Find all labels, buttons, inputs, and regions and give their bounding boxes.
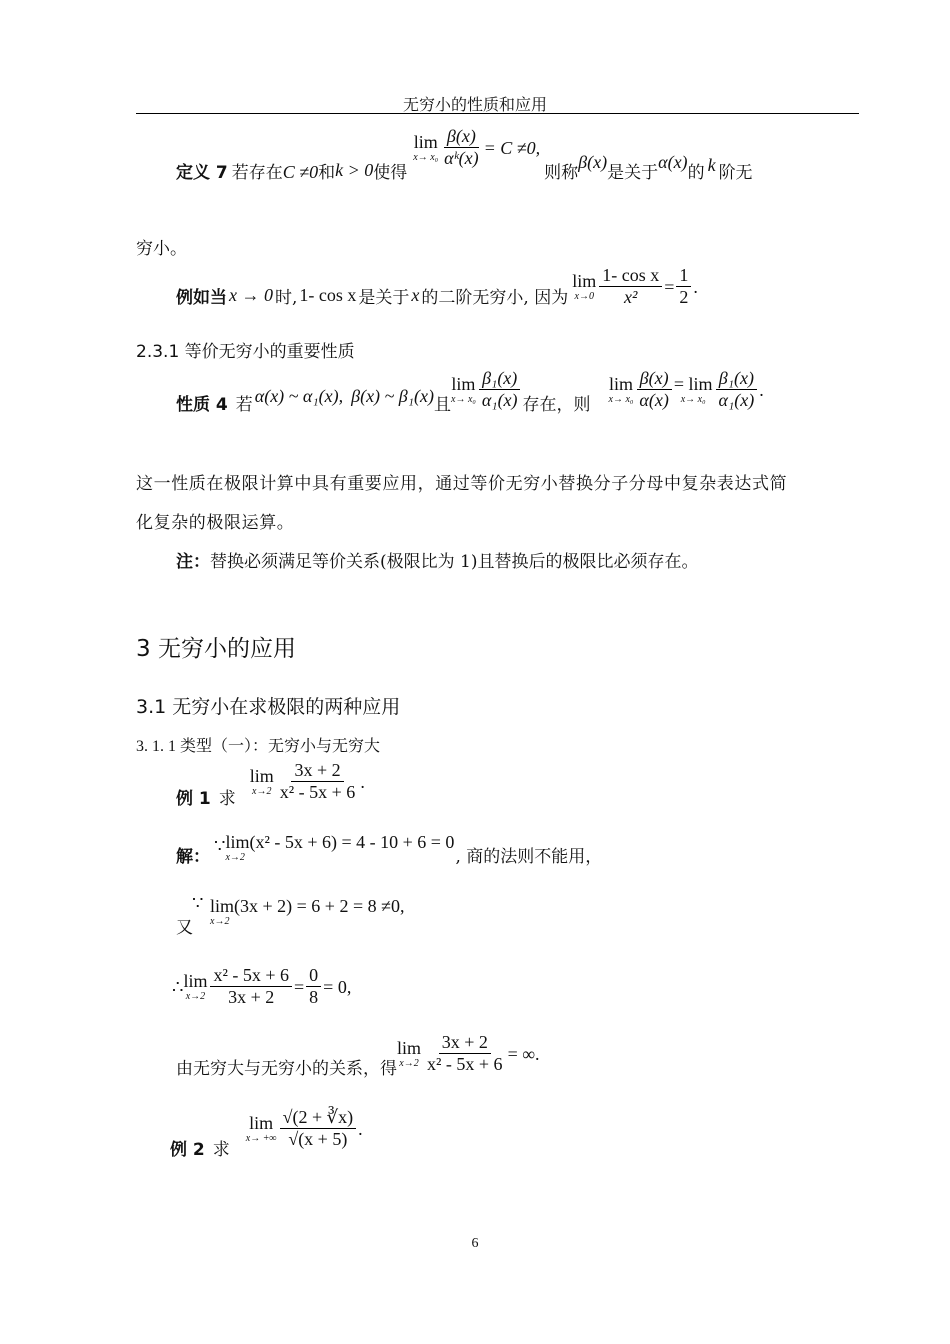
- lim-subscript: x→ x₀: [680, 394, 706, 405]
- relation-beta: β(x) ~ β₁(x): [351, 385, 434, 406]
- solution-text-2: 由无穷大与无穷小的关系，得: [176, 1058, 397, 1079]
- section-heading-3: 3 无穷小的应用: [136, 636, 296, 662]
- again-text: 又: [176, 918, 193, 938]
- equals-sign: =: [664, 276, 675, 297]
- definition-text-2: 和: [318, 162, 336, 183]
- lim-subscript: x→2: [185, 991, 206, 1002]
- note: [176, 547, 698, 572]
- property-text-1: 若: [235, 394, 253, 415]
- definition-text-8: 穷小。: [136, 239, 187, 259]
- property-limit-1: lim x→ x₀ $\frac{\text{β₁(x)}}{\text{α₁(x)}}$: [451, 368, 523, 411]
- lim-subscript: x→ x₀: [451, 394, 476, 405]
- lim-subscript: x→ x₀: [608, 394, 634, 405]
- example-2-label: 例 2: [170, 1139, 205, 1160]
- frac-denominator: x²: [624, 287, 638, 308]
- frac-denominator: α₁(x): [718, 390, 755, 411]
- example-1-text: 求: [218, 788, 236, 809]
- lim-subscript: x→2: [225, 852, 245, 863]
- frac-denominator: 3x + 2: [228, 987, 275, 1008]
- period: .: [358, 1118, 363, 1139]
- limit-expression-1: lim(x² - 5x + 6) = 4 - 10 + 6 = 0: [225, 832, 455, 852]
- property-4: [176, 368, 764, 432]
- solution-line-3: ∴ lim x→2 $\frac{\text{x² - 5x + 6}}{3x + 2}$ = $\frac{0}{8}$ = 0,: [172, 965, 352, 1008]
- definition-text-7: 阶无: [718, 162, 753, 183]
- example-2-text: 求: [212, 1139, 230, 1160]
- x-to-zero: x → 0: [229, 284, 273, 305]
- alpha-x: α(x): [658, 151, 688, 172]
- lim-subscript: x→2: [399, 1058, 419, 1069]
- solution-formula-2: [210, 897, 404, 927]
- definition-text-3: 使得: [373, 162, 408, 183]
- section-heading-2-3-1: 2.3.1 等价无穷小的重要性质: [136, 342, 355, 362]
- variable-x: x: [411, 284, 420, 305]
- definition-text-4: 则称: [544, 162, 579, 183]
- solution-line-1: [176, 834, 602, 874]
- section-heading-3-1: 3.1 无穷小在求极限的两种应用: [136, 696, 401, 718]
- because-symbol-2: ∵: [192, 893, 204, 913]
- frac-denominator: x² - 5x + 6: [427, 1054, 503, 1075]
- period: .: [693, 276, 698, 297]
- page-number: 6: [471, 1236, 479, 1251]
- paragraph-line-1: 这一性质在极限计算中具有重要应用，通过等价无穷小替换分子分母中复杂表达式简: [136, 474, 788, 494]
- lim-subscript: x→2: [210, 916, 230, 927]
- period: .: [360, 771, 365, 792]
- definition-7: [176, 126, 753, 200]
- frac-numerator: √(2 + ∛x): [280, 1107, 357, 1129]
- order-k: k: [707, 154, 716, 175]
- example-text-2: 时,: [275, 287, 298, 308]
- example-2-formula: lim x→ +∞ $\frac{√(2 + ∛x)}{√(x + 5)}$ .: [245, 1107, 363, 1150]
- header-rule: [136, 113, 859, 114]
- solution-formula-1: [225, 833, 455, 863]
- limit-expression-2: lim(3x + 2) = 6 + 2 = 8 ≠0,: [210, 896, 405, 916]
- result-denominator: 2: [679, 287, 689, 308]
- lim-subscript: x→2: [252, 786, 272, 797]
- condition-k: k > 0: [335, 159, 374, 180]
- beta-x: β(x): [578, 151, 608, 172]
- definition-example: [176, 265, 698, 320]
- equals-lim: = lim: [673, 374, 713, 394]
- note-label: 注：: [176, 552, 210, 572]
- frac-denominator: αᵏ(x): [444, 148, 479, 169]
- example-1-label: 例 1: [176, 788, 211, 809]
- frac-numerator: 3x + 2: [291, 760, 343, 782]
- therefore-symbol: ∴: [172, 976, 184, 997]
- frac-denominator: x² - 5x + 6: [279, 782, 356, 803]
- example-1: [176, 760, 365, 826]
- frac-numerator: β₁(x): [479, 368, 520, 390]
- example-2: [170, 1096, 363, 1162]
- definition-text-5: 是关于: [607, 162, 659, 183]
- section-heading-3-1-1: 3. 1. 1 类型（一）：无穷小与无穷大: [136, 738, 381, 755]
- frac-denominator: α(x): [639, 390, 669, 411]
- property-limit-2: lim x→ x₀ $\frac{\beta(x)}{\alpha(x)}$ = lim x→ x₀ $\frac{\text{β₁(x)}}{\text{α₁(x)}}$ .: [608, 368, 764, 411]
- result-numerator: 0: [306, 965, 321, 987]
- frac-numerator: 1- cos x: [599, 265, 662, 287]
- frac-numerator: β₁(x): [716, 368, 757, 390]
- definition-text-1: 若存在: [231, 162, 283, 183]
- definition-text-6: 的: [687, 162, 705, 183]
- frac-numerator: x² - 5x + 6: [210, 965, 292, 987]
- lim-subscript: x→0: [574, 291, 594, 302]
- period: .: [759, 379, 764, 400]
- frac-numerator: β(x): [444, 126, 479, 148]
- paragraph-line-2: 化复杂的极限运算。: [136, 513, 295, 533]
- example-limit-formula: lim x→0 $\frac{\text{1- cos x}}{\text{x²}}$ = $\frac{1}{2}$ .: [572, 265, 698, 308]
- frac-denominator: √(x + 5): [288, 1129, 348, 1150]
- example-1-formula: lim x→2 $\frac{3x + 2}{\text{x² - 5x + 6}}$ .: [249, 760, 365, 803]
- one-minus-cos: 1- cos x: [299, 284, 357, 305]
- relation-alpha: α(x) ~ α₁(x),: [254, 385, 344, 406]
- lim-subscript: x→ x₀: [413, 152, 439, 163]
- example-text-4: 的二阶无穷小, 因为: [421, 287, 569, 308]
- condition-c: C ≠0: [282, 161, 319, 182]
- result-denominator: 8: [309, 987, 319, 1008]
- definition-limit-formula: lim x→ x₀ $\frac{\beta(x)}{\text{αᵏ(x)}}$ = C ≠0,: [413, 126, 541, 169]
- definition-label: 定义 7: [176, 162, 228, 183]
- property-text-3: 存在，则: [522, 394, 591, 415]
- frac-numerator: β(x): [637, 368, 672, 390]
- solution-text-1: , 商的法则不能用，: [455, 846, 603, 867]
- solution-label: 解：: [176, 846, 210, 867]
- frac-denominator: α₁(x): [481, 390, 518, 411]
- example-text-3: 是关于: [358, 287, 410, 308]
- frac-rhs: = C ≠0,: [483, 137, 541, 158]
- result-tail: = 0,: [323, 976, 352, 997]
- page-header-title: 无穷小的性质和应用: [402, 97, 547, 114]
- property-label: 性质 4: [176, 394, 228, 415]
- frac-numerator: 3x + 2: [439, 1032, 491, 1054]
- solution-line-4: [176, 1026, 540, 1082]
- note-text: 替换必须满足等价关系(极限比为 1)且替换后的极限比必须存在。: [210, 552, 699, 572]
- result-numerator: 1: [676, 265, 691, 287]
- lim-subscript: x→ +∞: [245, 1133, 277, 1144]
- equals-sign: =: [294, 976, 305, 997]
- result-tail: = ∞.: [507, 1043, 540, 1064]
- because-symbol: ∵: [214, 835, 226, 856]
- property-text-2: 且: [434, 394, 451, 415]
- example-text-1: 例如当: [176, 287, 227, 308]
- solution-formula-4: lim x→2 $\frac{3x + 2}{\text{x² - 5x + 6}}$ = ∞.: [397, 1032, 540, 1075]
